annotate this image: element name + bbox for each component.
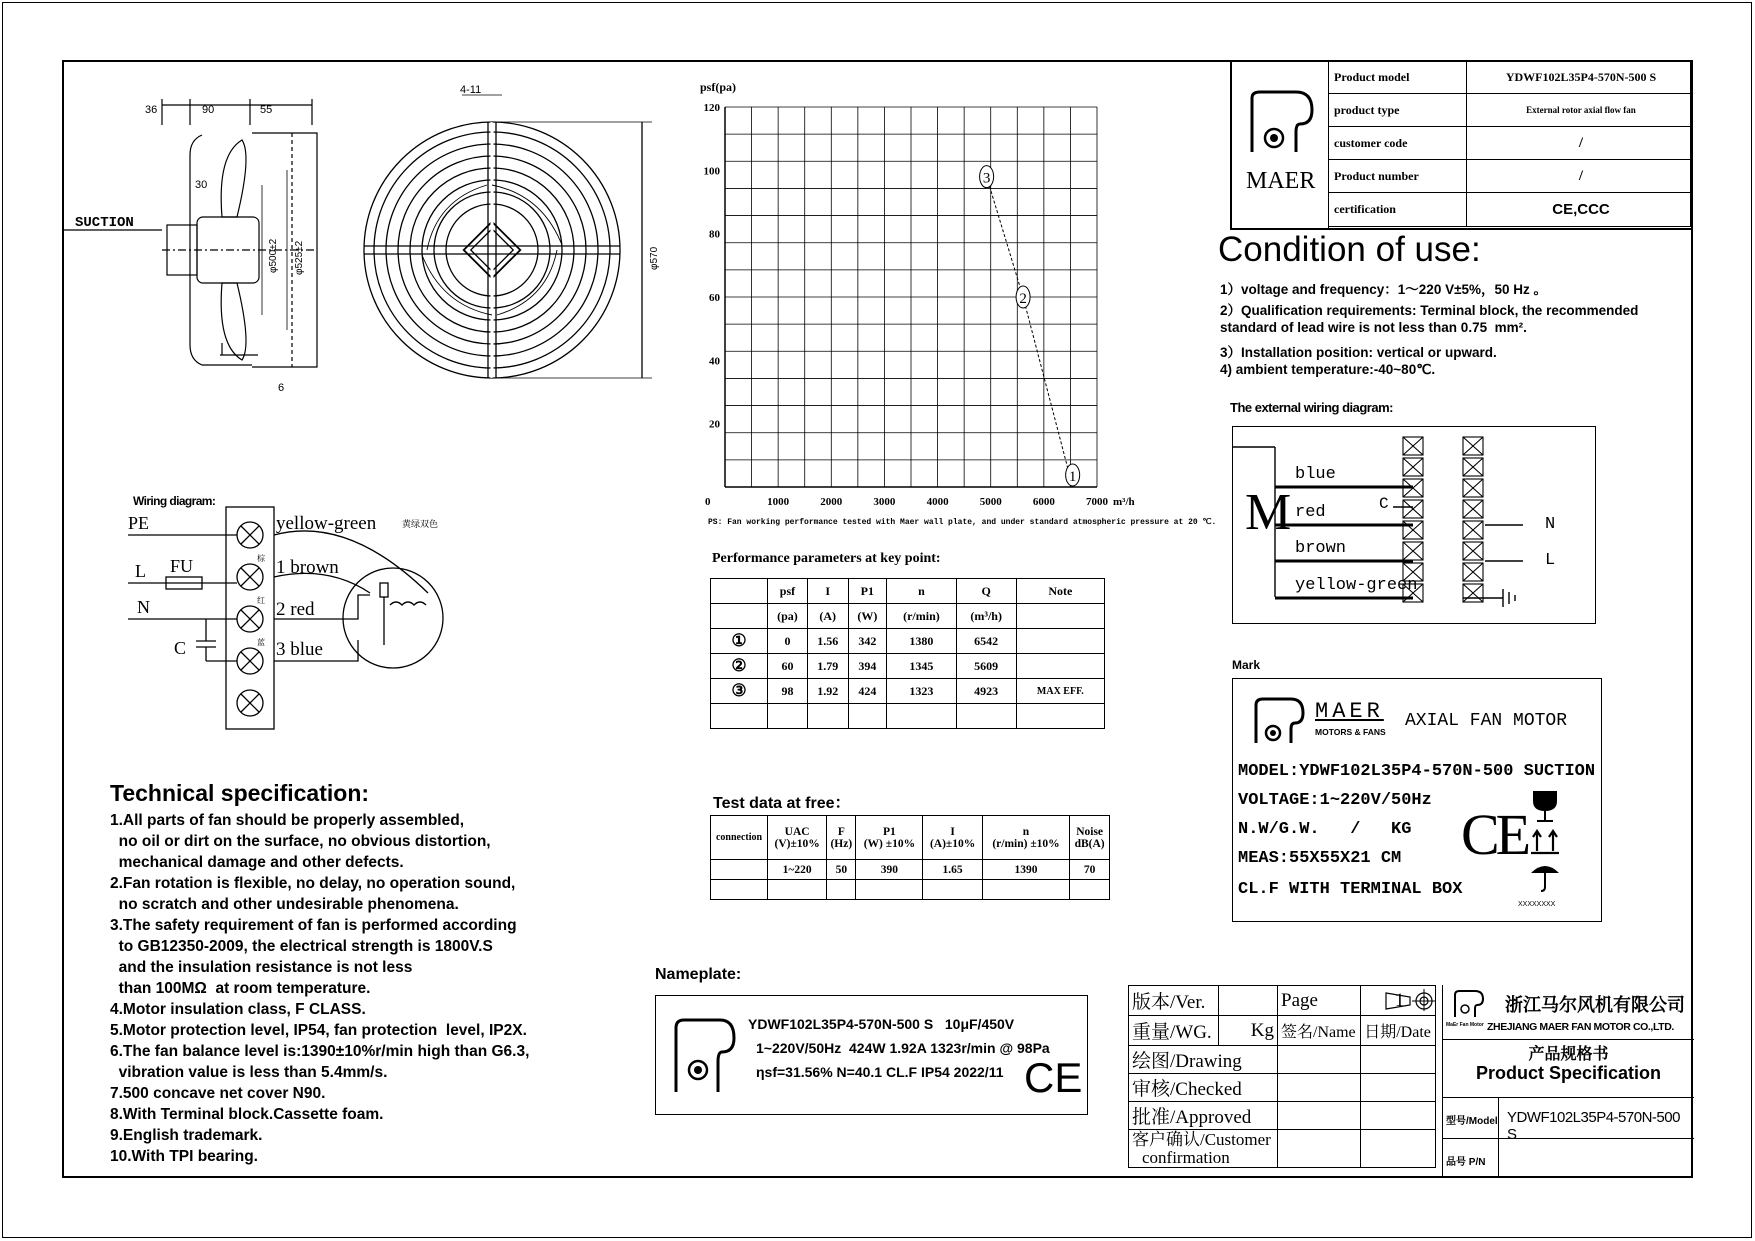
wiring-brown: 1 brown: [276, 557, 339, 578]
nameplate-ce-icon: CE: [1024, 1054, 1083, 1101]
wire-blue: blue: [1295, 465, 1336, 484]
wiring-left-pe: PE: [128, 513, 150, 533]
mark-code: XXXXXXXX: [1518, 901, 1556, 908]
front-view: [364, 95, 652, 378]
header-table: [1328, 60, 1691, 227]
y-tick-label: 20: [709, 418, 720, 431]
tb-pn-label: 品号 P/N: [1446, 1157, 1486, 1168]
wiring-cn-blue: 蓝: [257, 638, 265, 647]
tb-divider: [1443, 1039, 1694, 1040]
hdr-label: Product model: [1329, 61, 1467, 94]
dim-36: 36: [145, 104, 158, 116]
perf-cell: 98: [768, 679, 808, 704]
tb-drawing: 绘图/Drawing: [1129, 1046, 1278, 1074]
condition-title: Condition of use:: [1218, 230, 1481, 269]
tb-kg: Kg: [1219, 1016, 1278, 1046]
tech-line: than 100MΩ at room temperature.: [110, 980, 371, 997]
tech-line: 3.The safety requirement of fan is performed according: [110, 917, 517, 934]
spec-cn: 产品规格书: [1528, 1046, 1609, 1063]
company-cn: 浙江马尔风机有限公司: [1505, 995, 1685, 1015]
point-label: 3: [982, 170, 991, 187]
tech-line: 2.Fan rotation is flexible, no delay, no operation sound,: [110, 875, 516, 892]
ext-wiring-title: The external wiring diagram:: [1230, 400, 1393, 415]
tech-line: and the insulation resistance is not less: [110, 959, 413, 976]
tech-line: vibration value is less than 5.4mm/s.: [110, 1064, 388, 1081]
header-box: [1230, 60, 1693, 230]
perf-unit: [1016, 604, 1104, 629]
dim-90: 90: [202, 104, 215, 116]
test-cell: [711, 860, 768, 880]
perf-cell: [1016, 654, 1104, 679]
tb-divider: [1443, 1097, 1694, 1098]
condition-line: 4) ambient temperature:-40~80℃.: [1220, 362, 1436, 377]
perf-table: [710, 578, 1105, 729]
chart-note: PS: Fan working performance tested with Maer wall plate, and under standard atmospheric pressure at 20 ℃.: [708, 518, 1217, 527]
perf-unit: (pa): [768, 604, 808, 629]
wiring-title: Wiring diagram:: [133, 494, 216, 508]
nameplate-line: YDWF102L35P4-570N-500 S 10μF/450V: [748, 1016, 1015, 1032]
tb-ver-label: 版本/Ver.: [1129, 986, 1219, 1016]
hdr-label: certification: [1329, 193, 1467, 227]
test-header: connection: [711, 816, 768, 860]
tb-confirmation-text: confirmation: [1142, 1147, 1230, 1167]
wiring-red: 2 red: [276, 599, 315, 620]
side-view: [62, 99, 317, 367]
perf-header: Q: [956, 579, 1016, 604]
perf-cell: 342: [848, 629, 887, 654]
wiring-cn-yg: 黄绿双色: [402, 519, 439, 529]
mark-line: MEAS:55X55X21 CM: [1238, 849, 1402, 868]
mark-logo-icon: [1251, 693, 1311, 753]
suction-label: SUCTION: [75, 215, 134, 231]
company-en: ZHEJIANG MAER FAN MOTOR CO.,LTD.: [1487, 1021, 1674, 1033]
test-cell: 390: [856, 860, 923, 880]
tech-line: 5.Motor protection level, IP54, fan protection level, IP2X.: [110, 1022, 527, 1039]
dim-55: 55: [260, 104, 273, 116]
x-tick-label: 3000: [873, 496, 896, 508]
tech-line: 1.All parts of fan should be properly assembled,: [110, 812, 464, 829]
tb-wg-label: 重量/WG.: [1129, 1016, 1219, 1046]
x-tick-label: 2000: [820, 496, 843, 508]
terminal-cross: [1403, 500, 1423, 518]
perf-cell: 1.56: [807, 629, 848, 654]
tech-line: no scratch and other undesirable phenomena.: [110, 896, 459, 913]
tech-line: 7.500 concave net cover N90.: [110, 1085, 326, 1102]
package-symbols-icon: [1525, 787, 1565, 907]
perf-unit: (r/min): [887, 604, 956, 629]
nameplate-box: [655, 995, 1088, 1115]
mark-brand: MAER: [1315, 699, 1384, 724]
mark-line: CL.F WITH TERMINAL BOX: [1238, 880, 1463, 899]
y-tick-label: 100: [703, 165, 720, 178]
ext-wiring-box: [1232, 426, 1596, 624]
wire-yellow-green: yellow-green: [1295, 576, 1418, 595]
tb-model-value: YDWF102L35P4-570N-500 S: [1507, 1109, 1680, 1143]
point-label: 2: [1019, 291, 1027, 307]
wiring-left-c: C: [174, 638, 187, 658]
fuse-label: FU: [170, 556, 194, 576]
perf-cell: 1345: [887, 654, 956, 679]
condition-line: 1）voltage and frequency：1～220 V±5%，50 Hz 。: [1220, 282, 1548, 297]
cap-label: C: [1379, 495, 1389, 513]
x-tick-label: 1000: [767, 496, 790, 508]
dim-525: φ525±2: [294, 240, 305, 275]
terminal-cross: [1463, 563, 1483, 581]
tech-line: 8.With Terminal block.Cassette foam.: [110, 1106, 384, 1123]
terminal-cross: [1403, 458, 1423, 476]
dim-30: 30: [195, 179, 208, 191]
wiring-cn-red: 红: [257, 596, 265, 605]
perf-header: psf: [768, 579, 808, 604]
tb-model-label: 型号/Model: [1446, 1116, 1498, 1127]
nameplate-line: 1~220V/50Hz 424W 1.92A 1323r/min @ 98Pa: [756, 1040, 1050, 1056]
perf-row-id: ①: [711, 629, 768, 654]
term-l: L: [1545, 551, 1556, 570]
tb-divider: [1498, 1097, 1499, 1178]
hdr-value: YDWF102L35P4-570N-500 S: [1467, 61, 1691, 94]
hdr-value: External rotor axial flow fan: [1467, 94, 1691, 127]
perf-header: P1: [848, 579, 887, 604]
terminal-cross: [1463, 479, 1483, 497]
terminal-cross: [1403, 437, 1423, 455]
perf-cell: MAX EFF.: [1016, 679, 1104, 704]
mark-line: N.W/G.W. / KG: [1238, 820, 1412, 839]
tech-title: Technical specification:: [110, 780, 370, 806]
wire-brown: brown: [1295, 539, 1347, 558]
hdr-value: /: [1467, 160, 1691, 193]
perf-cell: 1323: [887, 679, 956, 704]
tech-line: 10.With TPI bearing.: [110, 1148, 258, 1165]
tb-date-label: 日期/Date: [1361, 1016, 1436, 1046]
perf-header: I: [807, 579, 848, 604]
wire-red: red: [1295, 503, 1326, 522]
x-tick-label: 6000: [1032, 496, 1055, 508]
x-tick-label: 0: [705, 496, 711, 508]
test-cell: 1.65: [923, 860, 982, 880]
tb-checked: 审核/Checked: [1129, 1074, 1278, 1102]
dim-4-11: 4-11: [460, 84, 482, 96]
terminal-cross: [1463, 437, 1483, 455]
projection-symbol-icon: [1384, 989, 1436, 1011]
terminal-cross: [1463, 584, 1483, 602]
term-n: N: [1545, 515, 1556, 534]
test-header: I (A)±10%: [923, 816, 982, 860]
tb-customer: [1129, 1130, 1278, 1168]
terminal-cross: [1463, 542, 1483, 560]
condition-line: standard of lead wire is not less than 0.75 mm².: [1220, 320, 1527, 335]
perf-cell: 1.79: [807, 654, 848, 679]
series-line: [987, 177, 1073, 487]
perf-row-id: ②: [711, 654, 768, 679]
header-logo-text: MAER: [1246, 168, 1316, 194]
hdr-label: product type: [1329, 94, 1467, 127]
dim-570: φ570: [649, 246, 660, 270]
y-axis-label: psf(pa): [700, 80, 737, 94]
spec-en: Product Specification: [1475, 1063, 1662, 1083]
nameplate-title: Nameplate:: [655, 966, 742, 983]
nameplate-logo-icon: [670, 1016, 740, 1096]
tech-line: 6.The fan balance level is:1390±10%r/min high than G6.3,: [110, 1043, 530, 1060]
perf-cell: 5609: [956, 654, 1016, 679]
perf-cell: 60: [768, 654, 808, 679]
perf-cell: 4923: [956, 679, 1016, 704]
condition-line: 3）Installation position: vertical or upward.: [1220, 345, 1497, 360]
nameplate-line: ηsf=31.56% N=40.1 CL.F IP54 2022/11: [756, 1064, 1004, 1080]
perf-cell: 1380: [887, 629, 956, 654]
terminal-cross: [1403, 542, 1423, 560]
perf-unit: (m³/h): [956, 604, 1016, 629]
perf-unit: (W): [848, 604, 887, 629]
mark-brand-sub: MOTORS & FANS: [1315, 727, 1386, 737]
wiring-cn-brown: 棕: [257, 554, 265, 563]
performance-chart: [690, 75, 1217, 535]
title-block-left: [1128, 985, 1436, 1168]
y-tick-label: 120: [703, 102, 720, 114]
tb-page-label: Page: [1278, 986, 1361, 1016]
test-cell: 1~220: [768, 860, 827, 880]
perf-header: n: [887, 579, 956, 604]
test-header: Noise dB(A): [1070, 816, 1110, 860]
perf-unit: (A): [807, 604, 848, 629]
test-cell: 50: [827, 860, 856, 880]
terminal-cross: [1463, 521, 1483, 539]
perf-cell: 0: [768, 629, 808, 654]
perf-title: Performance parameters at key point:: [712, 551, 941, 566]
dim-500: φ500±2: [268, 238, 279, 273]
title-block-right: [1442, 985, 1693, 1178]
tech-line: 4.Motor insulation class, F CLASS.: [110, 1001, 366, 1018]
wiring-yellow-green: yellow-green: [276, 513, 377, 534]
hdr-label: Product number: [1329, 160, 1467, 193]
fan-drawing: [62, 85, 672, 415]
y-tick-label: 60: [709, 292, 720, 304]
hdr-value: /: [1467, 127, 1691, 160]
condition-line: 2）Qualification requirements: Terminal block, the recommended: [1220, 303, 1639, 318]
test-header: P1 (W) ±10%: [856, 816, 923, 860]
test-table: [710, 815, 1110, 900]
wiring-left-l: L: [135, 561, 146, 581]
motor-symbol: M: [1245, 484, 1292, 541]
x-tick-label: 7000: [1086, 496, 1108, 508]
y-tick-label: 80: [709, 228, 720, 241]
mark-product: AXIAL FAN MOTOR: [1405, 711, 1568, 731]
test-header: n (r/min) ±10%: [982, 816, 1070, 860]
perf-row-id: ③: [711, 679, 768, 704]
perf-cell: [1016, 629, 1104, 654]
test-cell: 70: [1070, 860, 1110, 880]
x-axis-label: m³/h: [1113, 496, 1135, 508]
perf-header: Note: [1016, 579, 1104, 604]
mark-line: VOLTAGE:1~220V/50Hz: [1238, 791, 1432, 810]
point-label: 1: [1068, 469, 1077, 485]
test-cell: 1390: [982, 860, 1070, 880]
mark-ce-icon: CE: [1461, 802, 1528, 867]
tb-approved: 批准/Approved: [1129, 1102, 1278, 1130]
tech-line: no oil or dirt on the surface, no obvious distortion,: [110, 833, 491, 850]
terminal-cross: [1463, 500, 1483, 518]
dim-6: 6: [278, 382, 285, 394]
tb-page-value: 1: [1361, 986, 1436, 1016]
maer-logo-icon: [1232, 60, 1328, 228]
company-small: MaEr Fan Motor: [1446, 1022, 1484, 1028]
wiring-blue: 3 blue: [276, 639, 323, 660]
tech-line: mechanical damage and other defects.: [110, 854, 404, 871]
wiring-left-n: N: [137, 597, 150, 617]
wiring-diagram: [128, 505, 458, 735]
test-title: Test data at free：: [713, 795, 851, 812]
x-tick-label: 5000: [979, 496, 1002, 508]
mark-line: MODEL:YDWF102L35P4-570N-500 SUCTION: [1238, 762, 1596, 781]
y-tick-label: 40: [709, 355, 720, 368]
tech-line: 9.English trademark.: [110, 1127, 263, 1144]
tb-customer-text: 客户确认/Customer: [1132, 1129, 1271, 1149]
perf-cell: 6542: [956, 629, 1016, 654]
company-logo-icon: [1451, 989, 1485, 1019]
terminal-cross: [1463, 458, 1483, 476]
test-header: F (Hz): [827, 816, 856, 860]
hdr-label: customer code: [1329, 127, 1467, 160]
test-header: UAC (V)±10%: [768, 816, 827, 860]
header-logo-cell: [1232, 60, 1329, 228]
tech-line: to GB12350-2009, the electrical strength is 1800V.S: [110, 938, 493, 955]
perf-cell: 1.92: [807, 679, 848, 704]
tb-name-label: 签名/Name: [1278, 1016, 1361, 1046]
x-tick-label: 4000: [926, 496, 949, 508]
mark-title: Mark: [1232, 658, 1261, 672]
perf-cell: 394: [848, 654, 887, 679]
perf-cell: 424: [848, 679, 887, 704]
hdr-value: CE,CCC: [1467, 193, 1691, 227]
